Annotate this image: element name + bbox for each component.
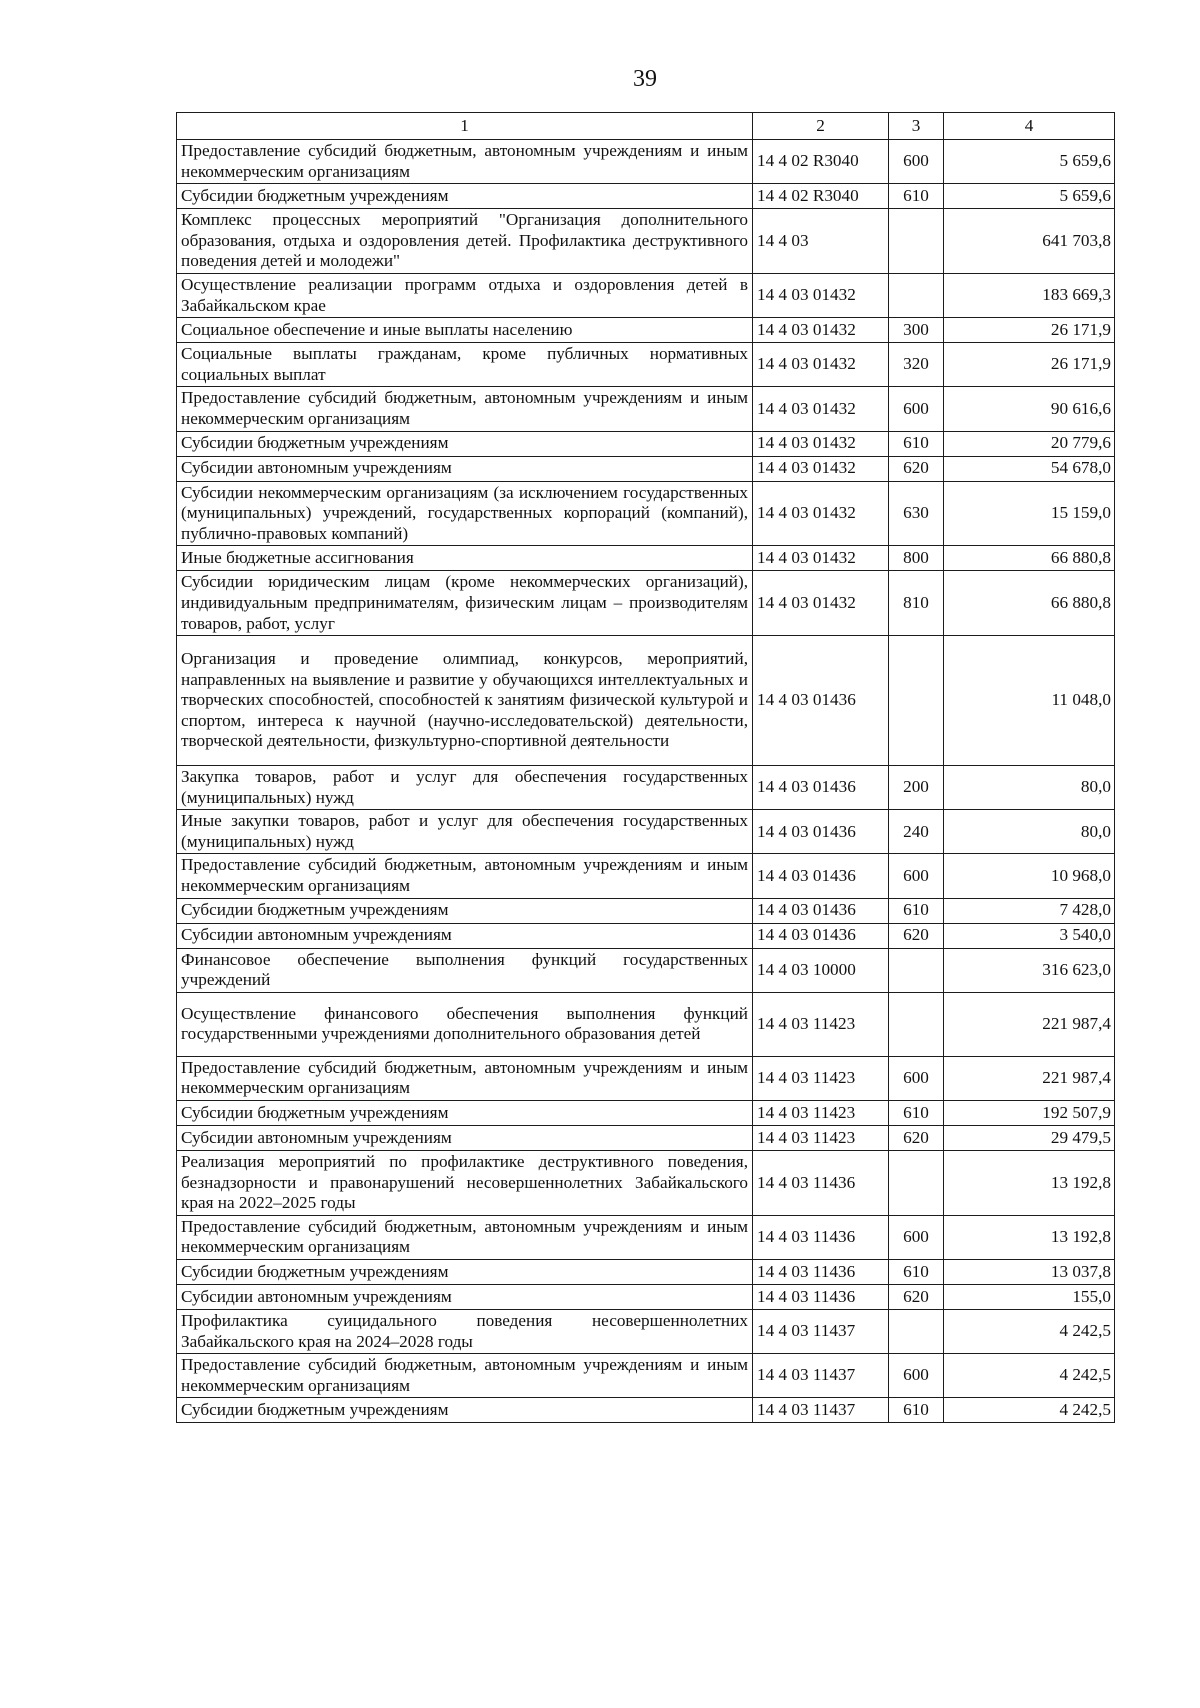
row-name-cell: Реализация мероприятий по профилактике деструктивного поведения, безнадзорности и правонарушений несовершеннолетних Забайкальского края на 2022–2025 годы bbox=[177, 1151, 753, 1216]
table-row bbox=[177, 481, 1115, 546]
row-type-cell: 810 bbox=[889, 571, 944, 636]
row-type-cell bbox=[889, 992, 944, 1056]
row-name-cell: Субсидии автономным учреждениям bbox=[177, 1285, 753, 1310]
row-name-cell: Субсидии бюджетным учреждениям bbox=[177, 1398, 753, 1423]
row-type-cell: 200 bbox=[889, 766, 944, 810]
row-sum-cell: 13 037,8 bbox=[944, 1260, 1115, 1285]
row-code-cell: 14 4 03 11437 bbox=[753, 1354, 889, 1398]
row-sum-cell: 15 159,0 bbox=[944, 481, 1115, 546]
table-row bbox=[177, 273, 1115, 317]
table-row bbox=[177, 898, 1115, 923]
table-row bbox=[177, 1215, 1115, 1259]
row-sum-cell: 183 669,3 bbox=[944, 273, 1115, 317]
table-row bbox=[177, 387, 1115, 431]
row-type-cell: 240 bbox=[889, 810, 944, 854]
row-sum-cell: 641 703,8 bbox=[944, 209, 1115, 274]
row-code-cell: 14 4 03 11423 bbox=[753, 1056, 889, 1100]
row-name-cell: Субсидии юридическим лицам (кроме некоммерческих организаций), индивидуальным предпринимателям, физическим лицам – производителям товаров, работ, услуг bbox=[177, 571, 753, 636]
row-code-cell: 14 4 03 01436 bbox=[753, 854, 889, 898]
row-name-cell: Предоставление субсидий бюджетным, автономным учреждениям и иным некоммерческим организациям bbox=[177, 854, 753, 898]
row-code-cell: 14 4 03 11423 bbox=[753, 1101, 889, 1126]
row-type-cell: 610 bbox=[889, 898, 944, 923]
row-name-cell: Субсидии некоммерческим организациям (за исключением государственных (муниципальных) учреждений, государственных корпораций (компаний), публично-правовых компаний) bbox=[177, 481, 753, 546]
row-name-cell: Предоставление субсидий бюджетным, автономным учреждениям и иным некоммерческим организациям bbox=[177, 1056, 753, 1100]
table-row bbox=[177, 854, 1115, 898]
row-sum-cell: 66 880,8 bbox=[944, 571, 1115, 636]
row-type-cell: 620 bbox=[889, 1126, 944, 1151]
table-row bbox=[177, 431, 1115, 456]
row-name-cell: Субсидии бюджетным учреждениям bbox=[177, 431, 753, 456]
row-sum-cell: 13 192,8 bbox=[944, 1151, 1115, 1216]
row-sum-cell: 26 171,9 bbox=[944, 318, 1115, 343]
row-name-cell: Иные бюджетные ассигнования bbox=[177, 546, 753, 571]
row-sum-cell: 13 192,8 bbox=[944, 1215, 1115, 1259]
row-sum-cell: 221 987,4 bbox=[944, 1056, 1115, 1100]
row-code-cell: 14 4 03 01432 bbox=[753, 431, 889, 456]
header-col-code: 2 bbox=[753, 113, 889, 140]
row-code-cell: 14 4 03 11436 bbox=[753, 1215, 889, 1259]
row-sum-cell: 155,0 bbox=[944, 1285, 1115, 1310]
header-col-type: 3 bbox=[889, 113, 944, 140]
row-code-cell: 14 4 03 11436 bbox=[753, 1260, 889, 1285]
row-code-cell: 14 4 03 01436 bbox=[753, 923, 889, 948]
table-body bbox=[177, 140, 1115, 1423]
row-code-cell: 14 4 03 01432 bbox=[753, 343, 889, 387]
row-type-cell bbox=[889, 209, 944, 274]
row-type-cell: 600 bbox=[889, 1354, 944, 1398]
row-sum-cell: 54 678,0 bbox=[944, 456, 1115, 481]
row-name-cell: Субсидии автономным учреждениям bbox=[177, 923, 753, 948]
row-code-cell: 14 4 03 01432 bbox=[753, 546, 889, 571]
row-code-cell: 14 4 03 11436 bbox=[753, 1151, 889, 1216]
row-sum-cell: 192 507,9 bbox=[944, 1101, 1115, 1126]
table-row bbox=[177, 1056, 1115, 1100]
row-name-cell: Осуществление реализации программ отдыха и оздоровления детей в Забайкальском крае bbox=[177, 273, 753, 317]
table-row bbox=[177, 992, 1115, 1056]
row-name-cell: Субсидии автономным учреждениям bbox=[177, 456, 753, 481]
row-code-cell: 14 4 03 01432 bbox=[753, 318, 889, 343]
row-sum-cell: 90 616,6 bbox=[944, 387, 1115, 431]
row-code-cell: 14 4 02 R3040 bbox=[753, 184, 889, 209]
row-name-cell: Предоставление субсидий бюджетным, автономным учреждениям и иным некоммерческим организациям bbox=[177, 1354, 753, 1398]
header-row bbox=[177, 113, 1115, 140]
row-code-cell: 14 4 03 01436 bbox=[753, 766, 889, 810]
row-sum-cell: 5 659,6 bbox=[944, 140, 1115, 184]
row-sum-cell: 20 779,6 bbox=[944, 431, 1115, 456]
header-col-name: 1 bbox=[177, 113, 753, 140]
row-name-cell: Предоставление субсидий бюджетным, автономным учреждениям и иным некоммерческим организациям bbox=[177, 140, 753, 184]
row-name-cell: Субсидии бюджетным учреждениям bbox=[177, 1101, 753, 1126]
row-type-cell: 620 bbox=[889, 1285, 944, 1310]
row-sum-cell: 11 048,0 bbox=[944, 636, 1115, 766]
row-code-cell: 14 4 03 11436 bbox=[753, 1285, 889, 1310]
row-sum-cell: 80,0 bbox=[944, 810, 1115, 854]
row-type-cell bbox=[889, 1310, 944, 1354]
table-row bbox=[177, 1354, 1115, 1398]
row-code-cell: 14 4 03 01432 bbox=[753, 387, 889, 431]
table-row bbox=[177, 1126, 1115, 1151]
table-row bbox=[177, 184, 1115, 209]
row-name-cell: Субсидии бюджетным учреждениям bbox=[177, 1260, 753, 1285]
table-row bbox=[177, 810, 1115, 854]
row-code-cell: 14 4 02 R3040 bbox=[753, 140, 889, 184]
table-row bbox=[177, 1260, 1115, 1285]
row-type-cell: 600 bbox=[889, 1215, 944, 1259]
row-sum-cell: 7 428,0 bbox=[944, 898, 1115, 923]
row-name-cell: Субсидии автономным учреждениям bbox=[177, 1126, 753, 1151]
table-row bbox=[177, 1398, 1115, 1423]
row-sum-cell: 29 479,5 bbox=[944, 1126, 1115, 1151]
header-col-sum: 4 bbox=[944, 113, 1115, 140]
row-type-cell: 320 bbox=[889, 343, 944, 387]
row-type-cell: 600 bbox=[889, 387, 944, 431]
row-name-cell: Осуществление финансового обеспечения выполнения функций государственными учреждениями дополнительного образования детей bbox=[177, 992, 753, 1056]
row-type-cell: 620 bbox=[889, 456, 944, 481]
table-row bbox=[177, 546, 1115, 571]
row-type-cell: 600 bbox=[889, 140, 944, 184]
row-code-cell: 14 4 03 11423 bbox=[753, 992, 889, 1056]
table-row bbox=[177, 318, 1115, 343]
row-type-cell bbox=[889, 636, 944, 766]
table-row bbox=[177, 1310, 1115, 1354]
row-sum-cell: 3 540,0 bbox=[944, 923, 1115, 948]
table-row bbox=[177, 140, 1115, 184]
row-sum-cell: 5 659,6 bbox=[944, 184, 1115, 209]
row-type-cell bbox=[889, 1151, 944, 1216]
row-type-cell: 620 bbox=[889, 923, 944, 948]
row-code-cell: 14 4 03 01432 bbox=[753, 273, 889, 317]
row-code-cell: 14 4 03 01436 bbox=[753, 636, 889, 766]
row-name-cell: Профилактика суицидального поведения несовершеннолетних Забайкальского края на 2024–2028 годы bbox=[177, 1310, 753, 1354]
row-code-cell: 14 4 03 11437 bbox=[753, 1398, 889, 1423]
row-name-cell: Субсидии бюджетным учреждениям bbox=[177, 184, 753, 209]
row-type-cell: 610 bbox=[889, 431, 944, 456]
row-type-cell: 800 bbox=[889, 546, 944, 571]
row-sum-cell: 316 623,0 bbox=[944, 948, 1115, 992]
table-row bbox=[177, 571, 1115, 636]
row-code-cell: 14 4 03 10000 bbox=[753, 948, 889, 992]
row-type-cell bbox=[889, 948, 944, 992]
row-sum-cell: 4 242,5 bbox=[944, 1310, 1115, 1354]
row-sum-cell: 4 242,5 bbox=[944, 1354, 1115, 1398]
table-row bbox=[177, 923, 1115, 948]
row-name-cell: Социальные выплаты гражданам, кроме публичных нормативных социальных выплат bbox=[177, 343, 753, 387]
row-type-cell: 610 bbox=[889, 1398, 944, 1423]
page-number: 39 bbox=[633, 66, 657, 92]
row-name-cell: Финансовое обеспечение выполнения функций государственных учреждений bbox=[177, 948, 753, 992]
row-name-cell: Иные закупки товаров, работ и услуг для обеспечения государственных (муниципальных) нужд bbox=[177, 810, 753, 854]
row-code-cell: 14 4 03 01432 bbox=[753, 571, 889, 636]
row-sum-cell: 221 987,4 bbox=[944, 992, 1115, 1056]
row-sum-cell: 4 242,5 bbox=[944, 1398, 1115, 1423]
row-type-cell: 600 bbox=[889, 854, 944, 898]
row-sum-cell: 10 968,0 bbox=[944, 854, 1115, 898]
row-code-cell: 14 4 03 01432 bbox=[753, 481, 889, 546]
row-sum-cell: 26 171,9 bbox=[944, 343, 1115, 387]
row-name-cell: Комплекс процессных мероприятий "Организация дополнительного образования, отдыха и оздоровления детей. Профилактика деструктивного поведения детей и молодежи" bbox=[177, 209, 753, 274]
row-type-cell bbox=[889, 273, 944, 317]
row-code-cell: 14 4 03 01432 bbox=[753, 456, 889, 481]
budget-table bbox=[176, 112, 1115, 1423]
row-sum-cell: 66 880,8 bbox=[944, 546, 1115, 571]
row-code-cell: 14 4 03 bbox=[753, 209, 889, 274]
row-name-cell: Предоставление субсидий бюджетным, автономным учреждениям и иным некоммерческим организациям bbox=[177, 1215, 753, 1259]
row-type-cell: 610 bbox=[889, 1260, 944, 1285]
row-name-cell: Предоставление субсидий бюджетным, автономным учреждениям и иным некоммерческим организациям bbox=[177, 387, 753, 431]
row-type-cell: 610 bbox=[889, 184, 944, 209]
table-row bbox=[177, 209, 1115, 274]
table-row bbox=[177, 1101, 1115, 1126]
row-type-cell: 610 bbox=[889, 1101, 944, 1126]
table-row bbox=[177, 343, 1115, 387]
row-type-cell: 630 bbox=[889, 481, 944, 546]
table-row bbox=[177, 636, 1115, 766]
row-sum-cell: 80,0 bbox=[944, 766, 1115, 810]
row-code-cell: 14 4 03 11437 bbox=[753, 1310, 889, 1354]
table-row bbox=[177, 1151, 1115, 1216]
table-row bbox=[177, 456, 1115, 481]
row-name-cell: Субсидии бюджетным учреждениям bbox=[177, 898, 753, 923]
table-row bbox=[177, 948, 1115, 992]
table-row bbox=[177, 1285, 1115, 1310]
row-name-cell: Социальное обеспечение и иные выплаты населению bbox=[177, 318, 753, 343]
row-code-cell: 14 4 03 01436 bbox=[753, 898, 889, 923]
row-code-cell: 14 4 03 01436 bbox=[753, 810, 889, 854]
row-name-cell: Организация и проведение олимпиад, конкурсов, мероприятий, направленных на выявление и развитие у обучающихся интеллектуальных и творческих способностей, способностей к занятиям физической культурой и спортом, интереса к научной (научно-исследовательской) деятельности, творческой деятельности, физкультурно-спортивной деятельности bbox=[177, 636, 753, 766]
row-code-cell: 14 4 03 11423 bbox=[753, 1126, 889, 1151]
row-name-cell: Закупка товаров, работ и услуг для обеспечения государственных (муниципальных) нужд bbox=[177, 766, 753, 810]
table-row bbox=[177, 766, 1115, 810]
row-type-cell: 300 bbox=[889, 318, 944, 343]
row-type-cell: 600 bbox=[889, 1056, 944, 1100]
